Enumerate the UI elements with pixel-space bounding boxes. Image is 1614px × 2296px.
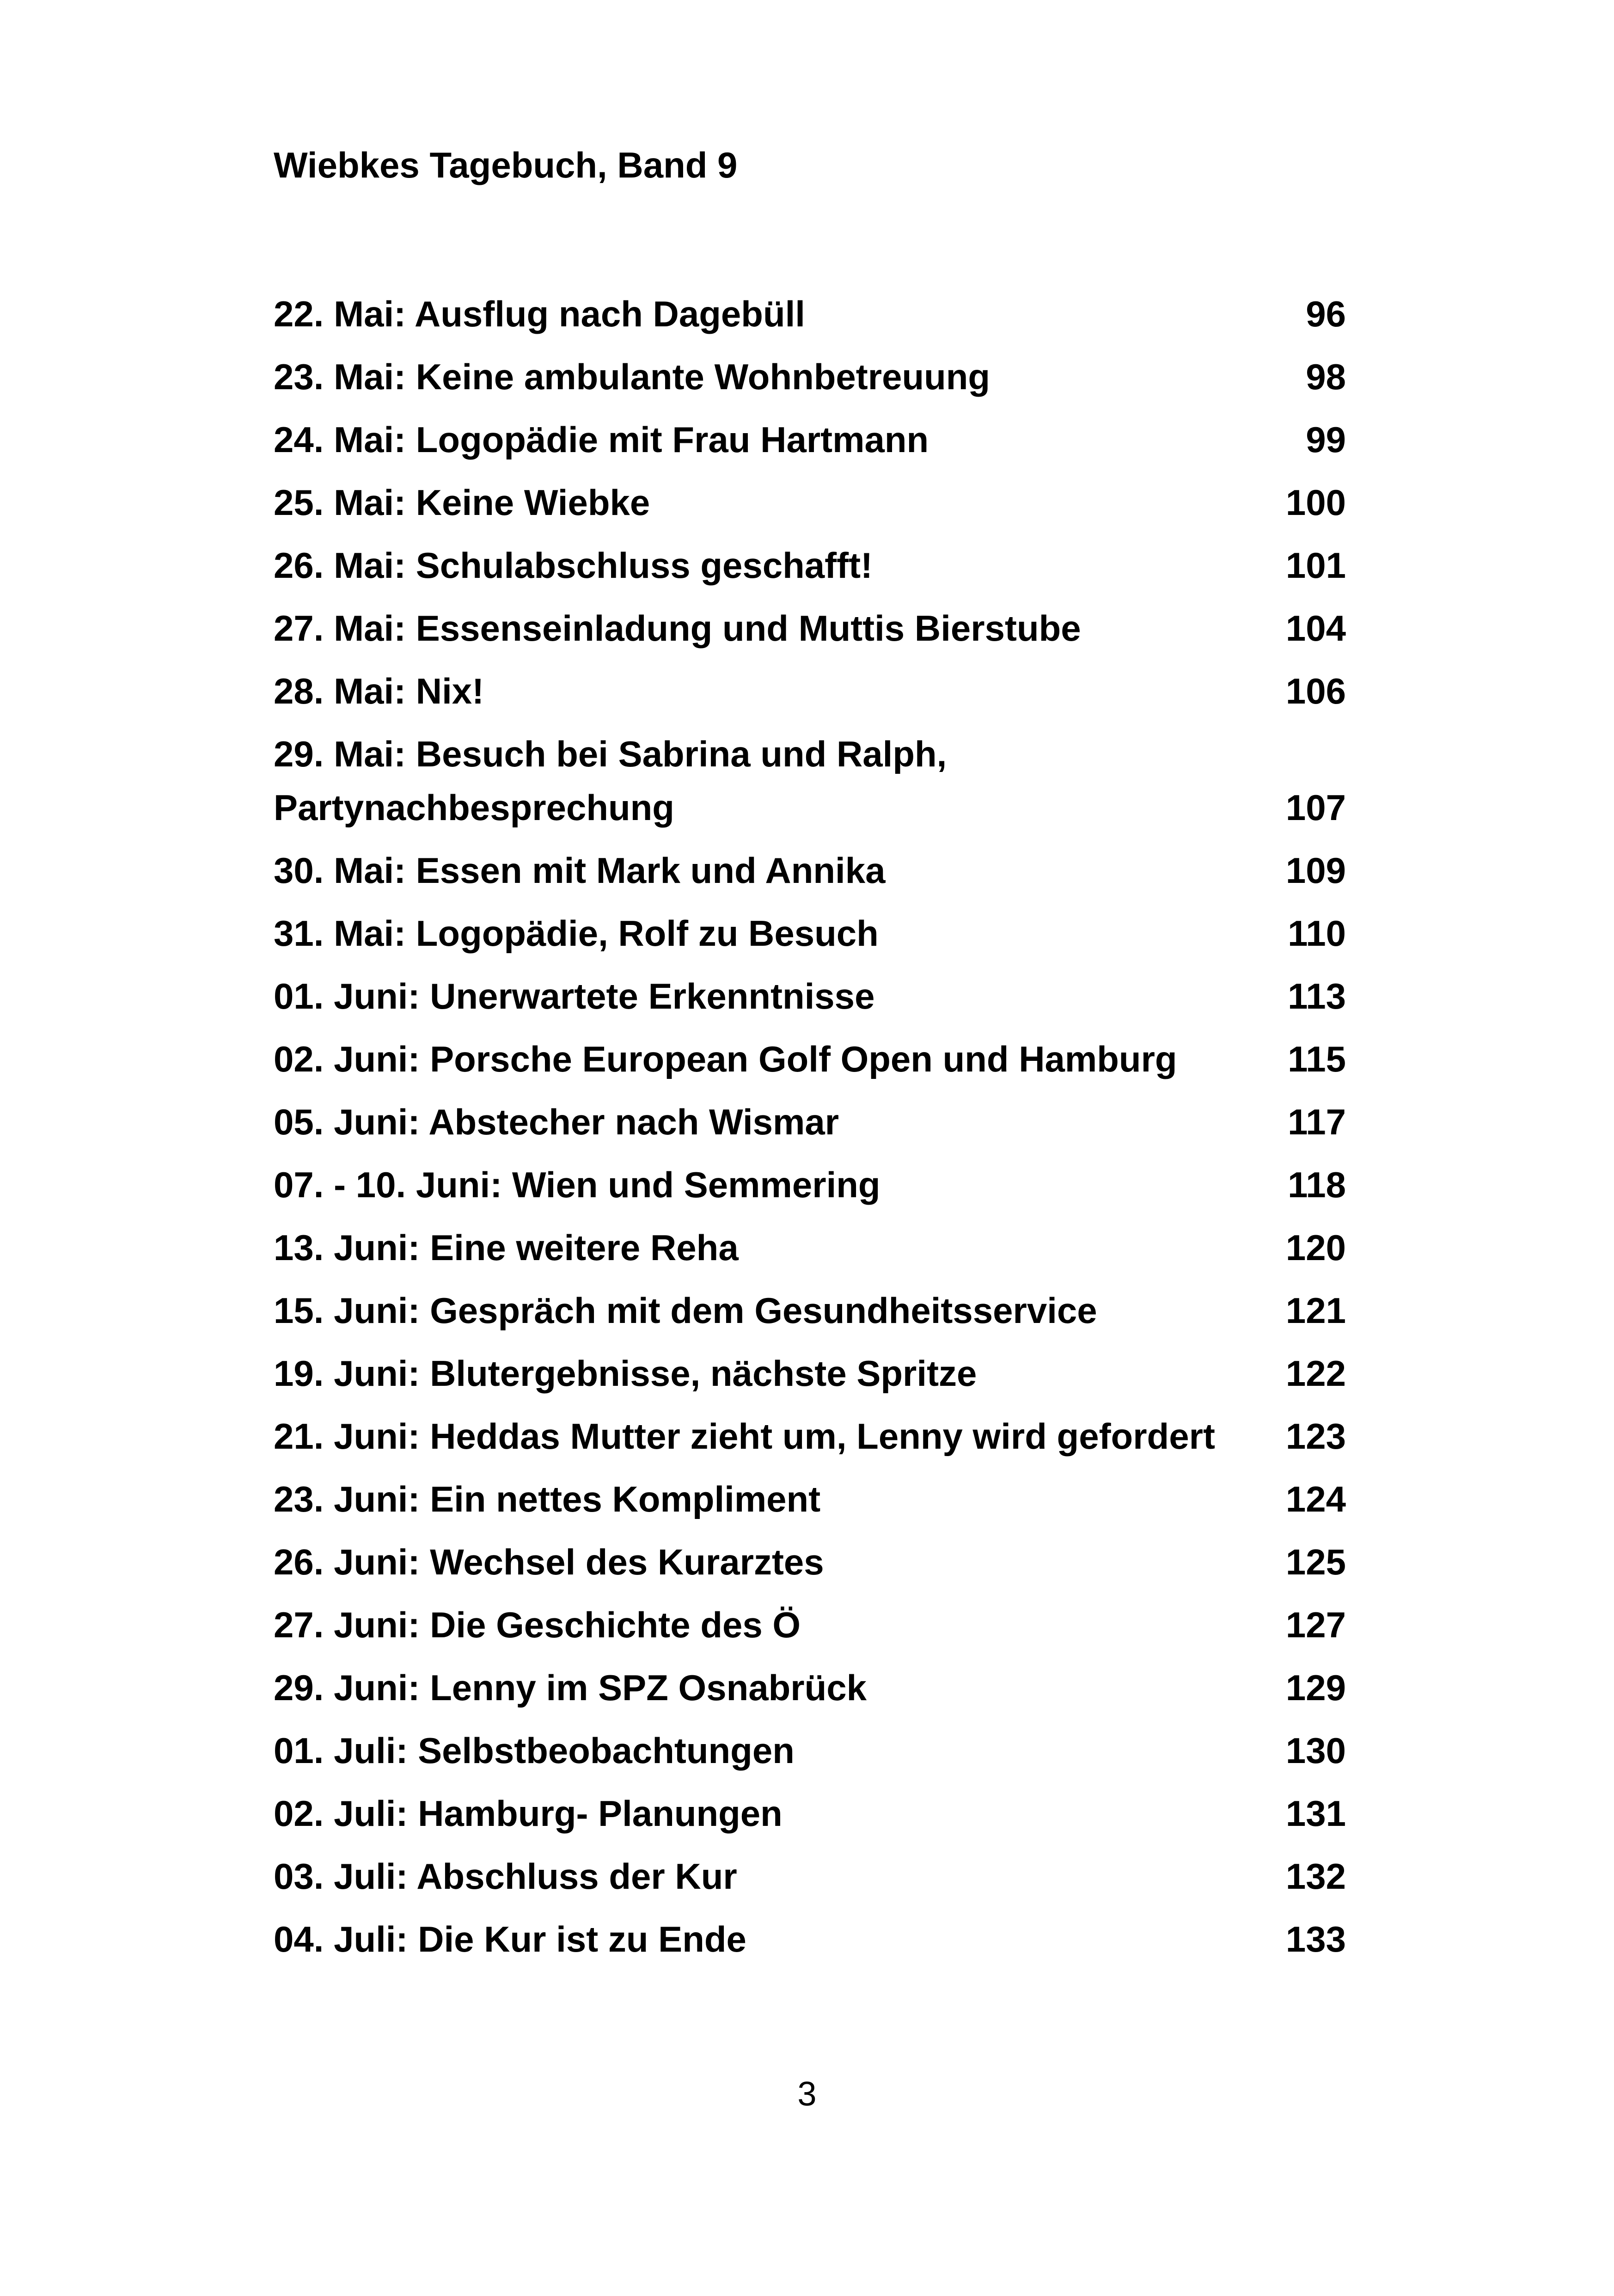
toc-entry-title: 26. Juni: Wechsel des Kurarztes: [274, 1542, 824, 1582]
toc-entry: [274, 1216, 1346, 1279]
toc-entry: [274, 1090, 1346, 1153]
toc-entry-page: 131: [1285, 1793, 1346, 1834]
toc-entry: [274, 1531, 1346, 1593]
toc-entry-page: 129: [1285, 1667, 1346, 1708]
toc-entry-title: 07. - 10. Juni: Wien und Semmering: [274, 1164, 880, 1205]
toc-entry: [274, 1656, 1346, 1719]
toc-entry: [274, 282, 1346, 345]
toc-entry-title: 01. Juni: Unerwartete Erkenntnisse: [274, 976, 875, 1016]
toc-entry-page: 96: [1306, 294, 1346, 334]
toc-entry-page: 104: [1285, 608, 1346, 649]
toc-entry-title: 29. Mai: Besuch bei Sabrina und Ralph, Partynachbesprechung: [274, 734, 947, 828]
toc-entry-page: 101: [1285, 545, 1346, 586]
toc-entry-title: 19. Juni: Blutergebnisse, nächste Spritze: [274, 1353, 977, 1394]
toc-entry-title: 27. Juni: Die Geschichte des Ö: [274, 1604, 801, 1645]
page-number: 3: [797, 2075, 817, 2113]
toc-entry-title: 02. Juli: Hamburg- Planungen: [274, 1793, 783, 1834]
toc-entry-title: 29. Juni: Lenny im SPZ Osnabrück: [274, 1667, 867, 1708]
toc-entry: [274, 1468, 1346, 1531]
toc-entry-title: 28. Mai: Nix!: [274, 671, 484, 711]
toc-entry-title: 05. Juni: Abstecher nach Wismar: [274, 1102, 839, 1142]
toc-entry-title: 26. Mai: Schulabschluss geschafft!: [274, 545, 873, 586]
table-of-contents: [274, 282, 1346, 1971]
toc-entry: [274, 722, 1346, 839]
toc-entry: [274, 1845, 1346, 1908]
toc-entry-title: 22. Mai: Ausflug nach Dagebüll: [274, 294, 805, 334]
toc-entry: [274, 1593, 1346, 1656]
toc-entry-page: 132: [1285, 1856, 1346, 1897]
toc-entry-title: 23. Mai: Keine ambulante Wohnbetreuung: [274, 356, 990, 397]
toc-entry: [274, 1405, 1346, 1468]
book-title: Wiebkes Tagebuch, Band 9: [274, 145, 738, 185]
toc-entry-page: 125: [1285, 1542, 1346, 1582]
toc-entry-page: 123: [1285, 1416, 1346, 1457]
toc-entry: [274, 1153, 1346, 1216]
toc-entry: [274, 1908, 1346, 1971]
toc-entry: [274, 1342, 1346, 1405]
toc-entry-page: 117: [1288, 1102, 1346, 1142]
toc-entry-title: 31. Mai: Logopädie, Rolf zu Besuch: [274, 913, 879, 954]
toc-entry: [274, 1028, 1346, 1090]
toc-entry-title: 23. Juni: Ein nettes Kompliment: [274, 1479, 821, 1519]
toc-entry-title: 01. Juli: Selbstbeobachtungen: [274, 1730, 795, 1771]
toc-entry-page: 100: [1285, 482, 1346, 523]
toc-entry-title: 03. Juli: Abschluss der Kur: [274, 1856, 737, 1897]
toc-entry-page: 107: [1285, 787, 1346, 828]
toc-entry-page: 120: [1285, 1227, 1346, 1268]
toc-entry-page: 106: [1285, 671, 1346, 711]
toc-entry: [274, 839, 1346, 902]
toc-entry: [274, 345, 1346, 408]
toc-entry-page: 110: [1288, 913, 1346, 954]
toc-entry-title: 04. Juli: Die Kur ist zu Ende: [274, 1919, 746, 1959]
toc-entry-title: 02. Juni: Porsche European Golf Open und Hamburg: [274, 1039, 1177, 1079]
toc-entry-page: 122: [1285, 1353, 1346, 1394]
toc-entry: [274, 471, 1346, 534]
toc-entry: [274, 597, 1346, 660]
toc-entry-page: 98: [1306, 356, 1346, 397]
toc-entry-title: 25. Mai: Keine Wiebke: [274, 482, 650, 523]
toc-entry: [274, 1279, 1346, 1342]
toc-entry: [274, 660, 1346, 722]
toc-entry-title: 21. Juni: Heddas Mutter zieht um, Lenny wird gefordert: [274, 1416, 1215, 1457]
toc-entry-page: 124: [1285, 1479, 1346, 1519]
toc-entry-page: 121: [1285, 1290, 1346, 1331]
toc-entry: [274, 1719, 1346, 1782]
toc-entry-title: 15. Juni: Gespräch mit dem Gesundheitsservice: [274, 1290, 1097, 1331]
toc-entry-page: 133: [1285, 1919, 1346, 1959]
toc-entry-page: 109: [1285, 850, 1346, 891]
toc-entry: [274, 902, 1346, 965]
toc-entry-page: 99: [1306, 419, 1346, 460]
toc-entry-page: 127: [1285, 1604, 1346, 1645]
toc-entry-title: 13. Juni: Eine weitere Reha: [274, 1227, 739, 1268]
toc-entry: [274, 1782, 1346, 1845]
toc-entry-page: 115: [1288, 1039, 1346, 1079]
toc-entry-page: 118: [1288, 1164, 1346, 1205]
toc-entry-title: 27. Mai: Essenseinladung und Muttis Bierstube: [274, 608, 1081, 649]
toc-entry-title: 24. Mai: Logopädie mit Frau Hartmann: [274, 419, 929, 460]
toc-entry-page: 113: [1288, 976, 1346, 1016]
toc-entry-title: 30. Mai: Essen mit Mark und Annika: [274, 850, 886, 891]
toc-entry-page: 130: [1285, 1730, 1346, 1771]
toc-entry: [274, 408, 1346, 471]
toc-entry: [274, 965, 1346, 1028]
toc-entry: [274, 534, 1346, 597]
